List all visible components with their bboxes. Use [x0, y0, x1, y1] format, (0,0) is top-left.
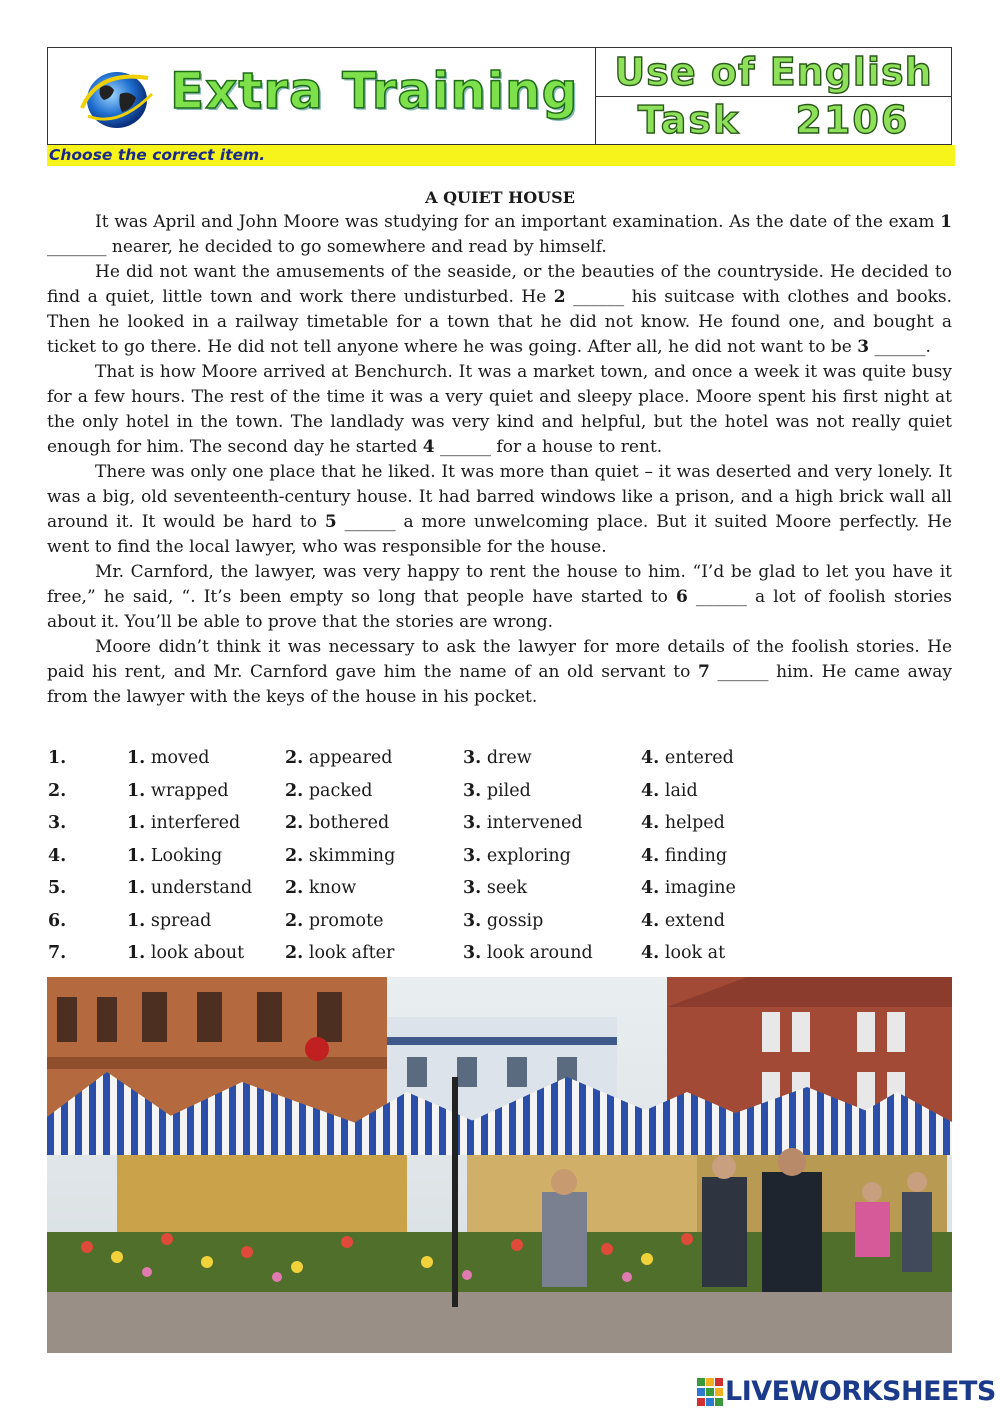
- option-number: 1.: [127, 780, 146, 801]
- question-number: 2.: [48, 780, 67, 801]
- option-word: skimming: [303, 845, 396, 866]
- answer-options: [47, 748, 952, 976]
- answer-option[interactable]: [463, 846, 571, 866]
- option-number: 4.: [641, 780, 660, 801]
- gap-number: 4: [422, 437, 435, 457]
- option-number: 4.: [641, 813, 660, 833]
- paragraph-text: _______ nearer, he decided to go somewhere and read by himself.: [47, 237, 607, 257]
- answer-option[interactable]: [127, 748, 209, 768]
- option-word: look around: [481, 943, 593, 963]
- answer-option[interactable]: [641, 911, 725, 931]
- header-brand-cell: [48, 48, 596, 144]
- option-number: 1.: [127, 943, 146, 963]
- option-word: promote: [303, 910, 384, 931]
- option-word: packed: [303, 780, 373, 801]
- paragraph-text: ______ his suitcase with clothes and books. Then he looked in a railway timetable for a town that he did not know. He found one, and bought a ticket to go there. He did not tell anyone where he was going. After all, he did not want to be: [47, 287, 953, 357]
- option-number: 2.: [285, 878, 304, 898]
- answer-option[interactable]: [463, 813, 583, 833]
- task-number: Task 2106: [637, 98, 910, 143]
- answer-option[interactable]: [285, 911, 383, 931]
- question-row: [47, 846, 952, 879]
- question-number: 3.: [48, 813, 67, 833]
- answer-option[interactable]: [285, 813, 389, 833]
- question-row: [47, 878, 952, 911]
- answer-option[interactable]: [127, 943, 244, 963]
- option-number: 3.: [463, 813, 482, 833]
- paragraph-text: It was April and John Moore was studying for an important examination. As the date of the exam: [95, 212, 941, 232]
- paragraph-text: ______ him. He came away from the lawyer with the keys of the house in his pocket.: [47, 662, 953, 707]
- header-task-cell: [596, 48, 951, 144]
- answer-option[interactable]: [463, 911, 543, 931]
- option-number: 4.: [641, 943, 660, 963]
- option-number: 4.: [641, 910, 660, 931]
- answer-option[interactable]: [641, 943, 725, 963]
- question-row: [47, 813, 952, 846]
- option-number: 3.: [463, 943, 482, 963]
- answer-option[interactable]: [641, 781, 698, 801]
- answer-option[interactable]: [641, 846, 727, 866]
- option-word: understand: [145, 878, 253, 898]
- option-number: 2.: [285, 780, 304, 801]
- market-stalls-photo: [47, 977, 952, 1353]
- option-number: 2.: [285, 813, 304, 833]
- paragraph-text: He did not want the amusements of the seaside, or the beauties of the countryside. He decided to find a quiet, little town and work there undisturbed. He: [47, 262, 952, 307]
- option-number: 3.: [463, 780, 482, 801]
- option-word: extend: [659, 910, 725, 931]
- article-paragraph: [47, 260, 952, 360]
- question-row: [47, 781, 952, 814]
- option-word: drew: [481, 748, 532, 768]
- option-number: 2.: [285, 845, 304, 866]
- answer-option[interactable]: [285, 748, 392, 768]
- option-word: piled: [481, 780, 531, 801]
- answer-option[interactable]: [127, 911, 211, 931]
- paragraph-text: Mr. Carnford, the lawyer, was very happy to rent the house to him. “I’d be glad to let you have it free,” he said, “. It’s been empty so long that people have started to: [47, 562, 952, 607]
- option-word: know: [303, 878, 357, 898]
- option-number: 3.: [463, 878, 482, 898]
- brand-title: Extra Training: [170, 62, 579, 120]
- option-number: 2.: [285, 748, 304, 768]
- paragraph-text: ______ a more unwelcoming place. But it suited Moore perfectly. He went to find the local lawyer, who was responsible for the house.: [47, 512, 952, 557]
- paragraph-text: Moore didn’t think it was necessary to ask the lawyer for more details of the foolish stories. He paid his rent, and Mr. Carnford gave him the name of an old servant to: [47, 637, 952, 682]
- globe-icon: [78, 64, 156, 132]
- option-word: look after: [303, 943, 395, 963]
- answer-option[interactable]: [285, 878, 356, 898]
- option-number: 1.: [127, 845, 146, 866]
- option-word: exploring: [481, 845, 571, 866]
- answer-option[interactable]: [285, 943, 394, 963]
- gap-number: 7: [697, 662, 710, 682]
- option-word: seek: [481, 878, 528, 898]
- option-word: laid: [659, 780, 698, 801]
- answer-option[interactable]: [285, 846, 395, 866]
- option-word: Looking: [145, 845, 223, 866]
- option-word: imagine: [659, 878, 736, 898]
- gap-number: 6: [675, 587, 688, 607]
- question-number: 1.: [48, 748, 67, 768]
- option-number: 2.: [285, 910, 304, 931]
- question-number: 5.: [48, 878, 67, 898]
- liveworksheets-logo-icon: [697, 1378, 723, 1406]
- answer-option[interactable]: [463, 943, 593, 963]
- gap-number: 3: [857, 337, 870, 357]
- answer-option[interactable]: [641, 878, 736, 898]
- paragraph-text: ______ for a house to rent.: [434, 437, 663, 457]
- article-paragraph: [47, 360, 952, 460]
- option-word: interfered: [145, 813, 241, 833]
- article-title: A QUIET HOUSE: [425, 188, 575, 207]
- option-number: 3.: [463, 910, 482, 931]
- option-number: 4.: [641, 748, 660, 768]
- option-number: 3.: [463, 845, 482, 866]
- gap-number: 1: [940, 212, 952, 232]
- article-paragraph: [47, 560, 952, 635]
- liveworksheets-brand: LIVEWORKSHEETS: [725, 1376, 996, 1407]
- question-row: [47, 943, 952, 976]
- option-word: finding: [659, 845, 728, 866]
- answer-option[interactable]: [127, 781, 229, 801]
- paragraph-text: ______ a lot of foolish stories about it. You’ll be able to prove that the stories are wrong.: [47, 587, 952, 632]
- question-number: 6.: [48, 910, 67, 931]
- liveworksheets-footer: [697, 1376, 996, 1407]
- answer-option[interactable]: [127, 878, 252, 898]
- article-paragraph: [47, 635, 952, 710]
- paragraph-text: ______.: [869, 337, 931, 357]
- option-number: 4.: [641, 845, 660, 866]
- option-word: appeared: [303, 748, 393, 768]
- option-number: 1.: [127, 878, 146, 898]
- article-body: [47, 210, 952, 710]
- answer-option[interactable]: [463, 781, 531, 801]
- answer-option[interactable]: [641, 748, 734, 768]
- option-word: look at: [659, 943, 726, 963]
- option-word: intervened: [481, 813, 583, 833]
- option-word: entered: [659, 748, 734, 768]
- gap-number: 5: [324, 512, 337, 532]
- paragraph-text: There was only one place that he liked. It was more than quiet – it was deserted and very lonely. It was a big, old seventeenth-century house. It had barred windows like a prison, and a high brick wall all around it. It would be hard to: [47, 462, 952, 532]
- option-number: 1.: [127, 813, 146, 833]
- option-number: 1.: [127, 910, 146, 931]
- article-paragraph: [47, 460, 952, 560]
- option-number: 4.: [641, 878, 660, 898]
- question-number: 4.: [48, 845, 67, 866]
- answer-option[interactable]: [285, 781, 372, 801]
- subject-cell: [596, 48, 951, 97]
- subject-title: Use of English: [614, 49, 933, 94]
- answer-option[interactable]: [641, 813, 725, 833]
- task-cell: [596, 97, 951, 145]
- option-word: bothered: [303, 813, 390, 833]
- answer-option[interactable]: [127, 813, 240, 833]
- option-word: moved: [145, 748, 210, 768]
- instruction-text: Choose the correct item.: [49, 146, 266, 164]
- option-number: 2.: [285, 943, 304, 963]
- option-word: look about: [145, 943, 245, 963]
- answer-option[interactable]: [127, 846, 222, 866]
- option-number: 3.: [463, 748, 482, 768]
- answer-option[interactable]: [463, 878, 527, 898]
- question-row: [47, 911, 952, 944]
- question-row: [47, 748, 952, 781]
- option-number: 1.: [127, 748, 146, 768]
- gap-number: 2: [553, 287, 566, 307]
- paragraph-text: That is how Moore arrived at Benchurch. It was a market town, and once a week it was quite busy for a few hours. The rest of the time it was a very quiet and sleepy place. Moore spent his first night at the only hotel in the town. The landlady was very kind and helpful, but the hotel was not really quiet enough for him. The second day he started: [47, 362, 952, 457]
- option-word: wrapped: [145, 780, 229, 801]
- answer-option[interactable]: [463, 748, 532, 768]
- worksheet-header: [47, 47, 952, 145]
- article-paragraph: [47, 210, 952, 260]
- question-number: 7.: [48, 943, 67, 963]
- option-word: gossip: [481, 910, 544, 931]
- option-word: spread: [145, 910, 212, 931]
- option-word: helped: [659, 813, 725, 833]
